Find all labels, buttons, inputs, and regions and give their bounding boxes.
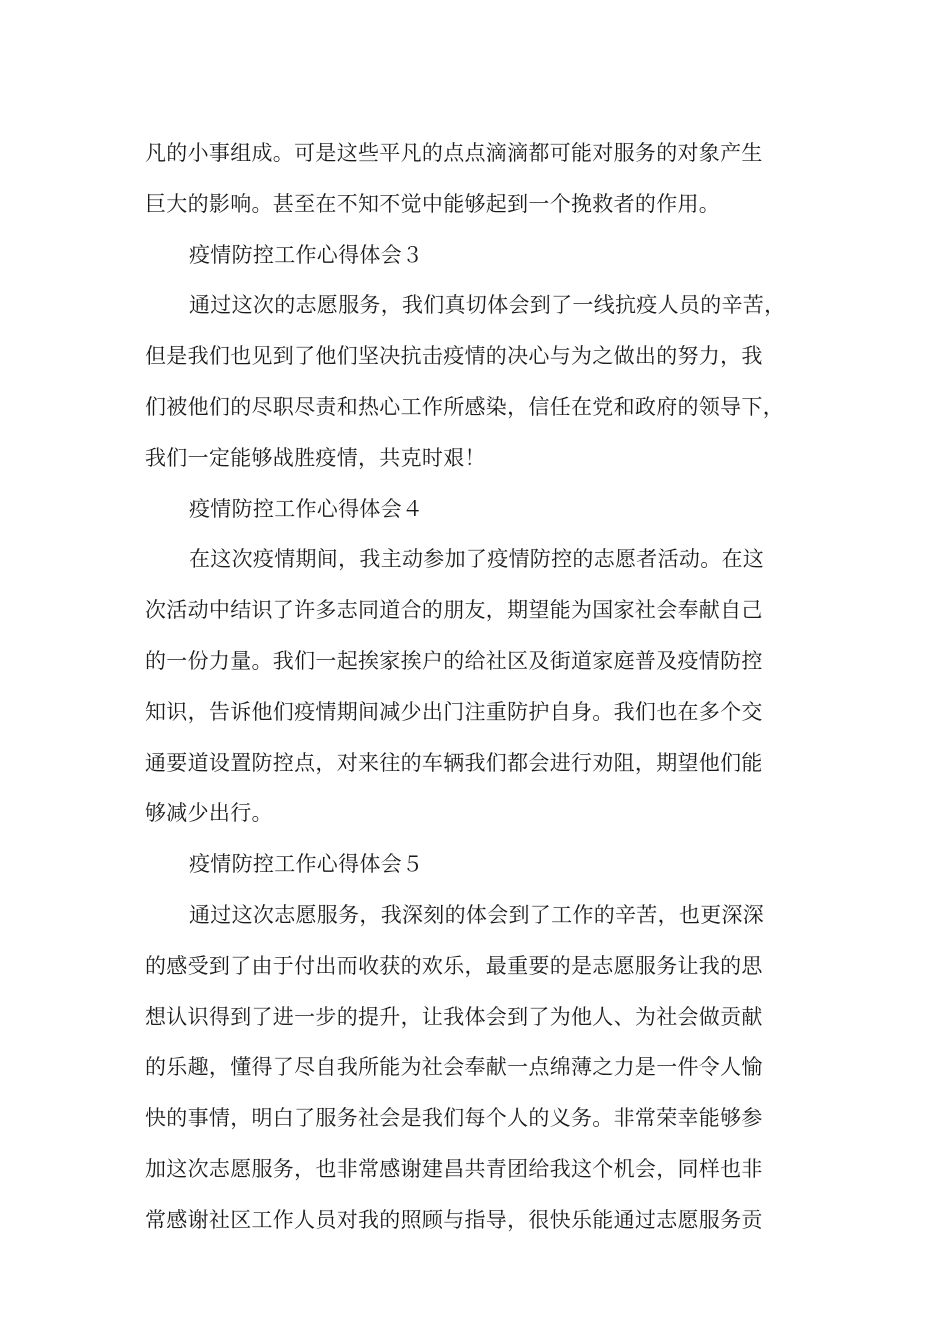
- text-line: 通要道设置防控点，对来往的车辆我们都会进行劝阻，期望他们能: [145, 750, 763, 775]
- section-heading: 疫情防控工作心得体会５: [189, 852, 424, 877]
- section-heading: 疫情防控工作心得体会３: [189, 242, 424, 267]
- text-line: 想认识得到了进一步的提升，让我体会到了为他人、为社会做贡献: [145, 1004, 763, 1029]
- document-body: [145, 128, 815, 1246]
- section-heading: 疫情防控工作心得体会４: [189, 496, 424, 521]
- text-line: 在这次疫情期间，我主动参加了疫情防控的志愿者活动。在这: [189, 547, 765, 572]
- text-line: 的感受到了由于付出而收获的欢乐，最重要的是志愿服务让我的思: [145, 953, 763, 978]
- text-line: 知识，告诉他们疫情期间减少出门注重防护自身。我们也在多个交: [145, 699, 763, 724]
- text-line: 加这次志愿服务，也非常感谢建昌共青团给我这个机会，同样也非: [145, 1156, 763, 1181]
- text-line: 我们一定能够战胜疫情，共克时艰！: [145, 445, 486, 470]
- text-line: 但是我们也见到了他们坚决抗击疫情的决心与为之做出的努力，我: [145, 344, 763, 369]
- text-line: 巨大的影响。甚至在不知不觉中能够起到一个挽救者的作用。: [145, 191, 721, 216]
- text-line: 的一份力量。我们一起挨家挨户的给社区及街道家庭普及疫情防控: [145, 648, 763, 673]
- text-line: 们被他们的尽职尽责和热心工作所感染，信任在党和政府的领导下，: [145, 394, 784, 419]
- text-line: 次活动中结识了许多志同道合的朋友，期望能为国家社会奉献自己: [145, 598, 763, 623]
- text-line: 够减少出行。: [145, 801, 273, 826]
- text-line: 通过这次志愿服务，我深刻的体会到了工作的辛苦，也更深深: [189, 902, 765, 927]
- text-line: 通过这次的志愿服务，我们真切体会到了一线抗疫人员的辛苦，: [189, 293, 786, 318]
- text-line: 常感谢社区工作人员对我的照顾与指导，很快乐能通过志愿服务贡: [145, 1207, 763, 1232]
- text-line: 凡的小事组成。可是这些平凡的点点滴滴都可能对服务的对象产生: [145, 141, 763, 165]
- text-line: 快的事情，明白了服务社会是我们每个人的义务。非常荣幸能够参: [145, 1106, 763, 1131]
- text-line: 的乐趣，懂得了尽自我所能为社会奉献一点绵薄之力是一件令人愉: [145, 1055, 763, 1080]
